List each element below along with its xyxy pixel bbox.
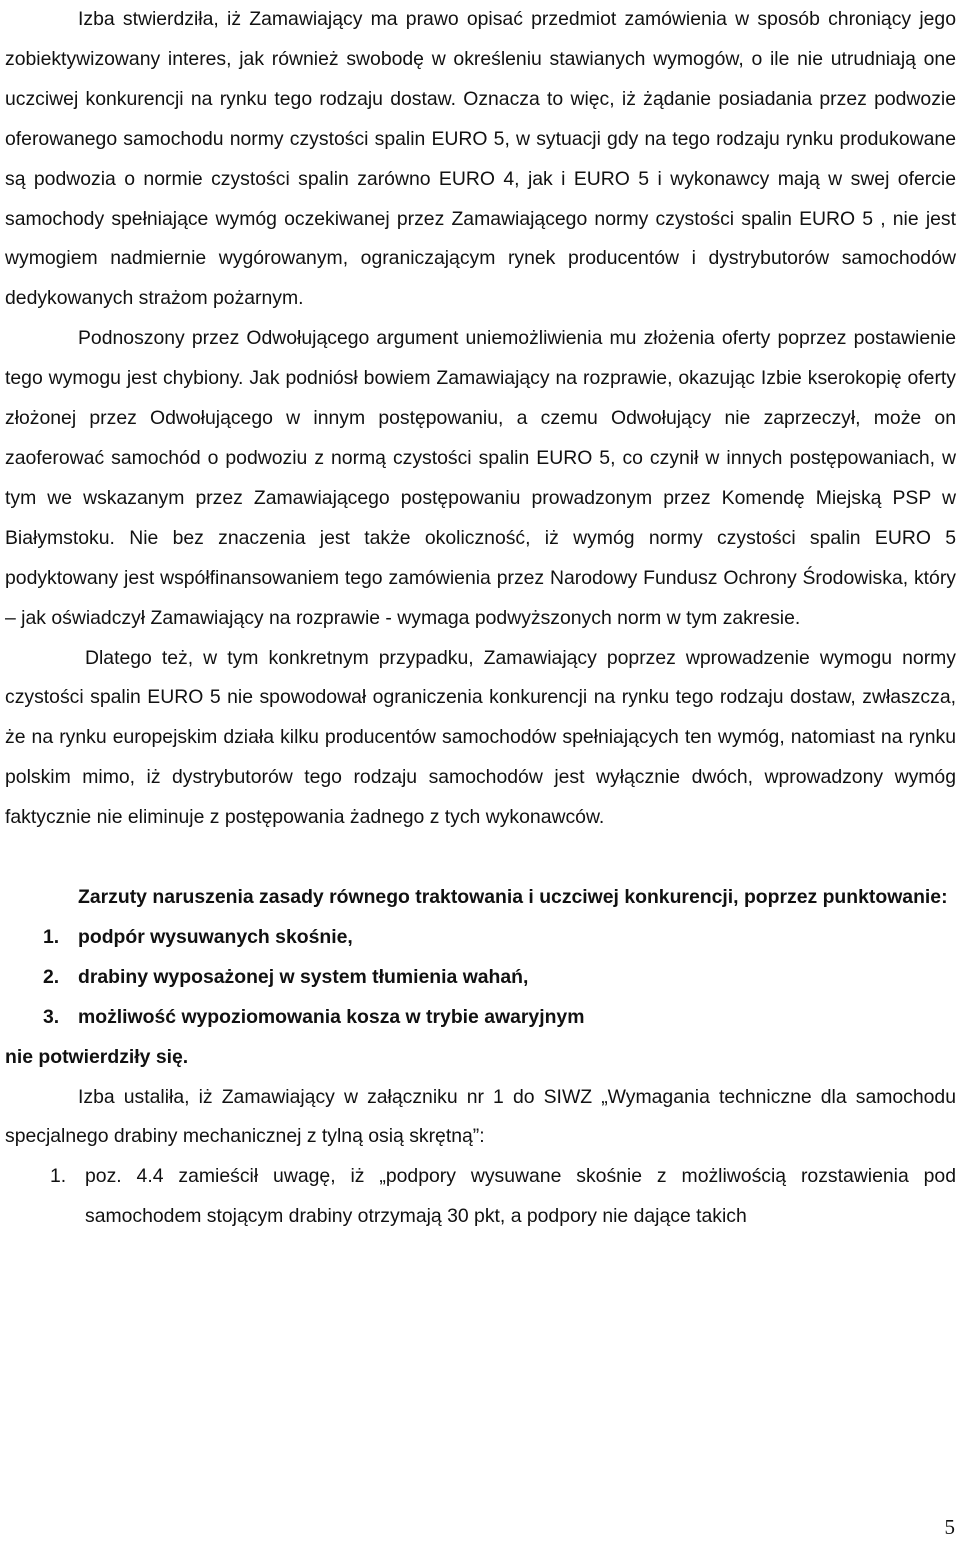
section-heading-block — [5, 878, 956, 918]
list-item — [5, 1157, 956, 1237]
list-item-text: możliwość wypoziomowania kosza w trybie awaryjnym — [78, 1005, 585, 1028]
list-item-text: drabiny wyposażonej w system tłumienia wahań, — [78, 965, 529, 988]
numbered-list — [5, 1157, 956, 1237]
page-number: 5 — [944, 1515, 955, 1539]
list-item-number: 1. — [43, 925, 60, 948]
list-item-text: poz. 4.4 zamieścił uwagę, iż „podpory wysuwane skośnie z możliwością rozstawienia pod samochodem stojącym drabiny otrzymają 30 pkt, a podpory nie dające takich — [85, 1165, 956, 1228]
list-item-number: 2. — [43, 965, 60, 988]
list-item-number: 1. — [50, 1165, 67, 1188]
section-heading: Zarzuty naruszenia zasady równego traktowania i uczciwej konkurencji, poprzez punktowanie: — [78, 886, 948, 909]
page-content — [5, 0, 956, 1237]
conclusion-text: nie potwierdziły się. — [5, 1045, 189, 1068]
list-item-text: podpór wysuwanych skośnie, — [78, 925, 353, 948]
list-item-number: 3. — [43, 1005, 60, 1028]
list-item — [5, 998, 956, 1038]
paragraph-4: Izba ustaliła, iż Zamawiający w załączniku nr 1 do SIWZ „Wymagania techniczne dla samochodu specjalnego drabiny mechanicznej z tylną osią skrętną”: — [5, 1085, 956, 1148]
paragraph-1: Izba stwierdziła, iż Zamawiający ma prawo opisać przedmiot zamówienia w sposób chroniący jego zobiektywizowany interes, jak również swobodę w określeniu stawianych wymogów, o ile nie utrudniają one uczciwej konkurencji na rynku tego rodzaju dostaw. Oznacza to więc, iż żądanie posiadania przez podwozie oferowanego samochodu normy czystości spalin EURO 5, w sytuacji gdy na tego rodzaju rynku produkowane są podwozia o normie czystości spalin zarówno EURO 4, jak i EURO 5 i wykonawcy mają w swej ofercie samochody spełniające wymóg oczekiwanej przez Zamawiającego normy czystości spalin EURO 5 , nie jest wymogiem nadmiernie wygórowanym, ograniczającym rynek producentów i dystrybutorów samochodów dedykowanych strażom pożarnym. — [5, 8, 956, 310]
list-item — [5, 918, 956, 958]
bold-numbered-list — [5, 918, 956, 1038]
paragraph-3: Dlatego też, w tym konkretnym przypadku, Zamawiający poprzez wprowadzenie wymogu normy czystości spalin EURO 5 nie spowodował ograniczenia konkurencji na rynku tego rodzaju dostaw, zwłaszcza, że na rynku europejskim działa kilku producentów samochodów spełniających ten wymóg, natomiast na rynku polskim mimo, iż dystrybutorów tego rodzaju samochodów jest wyłącznie dwóch, wprowadzony wymóg faktycznie nie eliminuje z postępowania żadnego z tych wykonawców. — [5, 646, 956, 829]
paragraph-2: Podnoszony przez Odwołującego argument uniemożliwienia mu złożenia oferty poprzez postawienie tego wymogu jest chybiony. Jak podniósł bowiem Zamawiający na rozprawie, okazując Izbie kserokopię oferty złożonej przez Odwołującego w innym postępowaniu, a czemu Odwołujący nie zaprzeczył, może on zaoferować samochód o podwoziu z normą czystości spalin EURO 5, co czynił w innych postępowaniach, w tym we wskazanym przez Zamawiającego postępowaniu prowadzonym przez Komendę Miejską PSP w Białymstoku. Nie bez znaczenia jest także okoliczność, iż wymóg normy czystości spalin EURO 5 podyktowany jest współfinansowaniem tego zamówienia przez Narodowy Fundusz Ochrony Środowiska, który – jak oświadczył Zamawiający na rozprawie - wymaga podwyższonych norm w tym zakresie. — [5, 327, 956, 629]
list-item — [5, 958, 956, 998]
